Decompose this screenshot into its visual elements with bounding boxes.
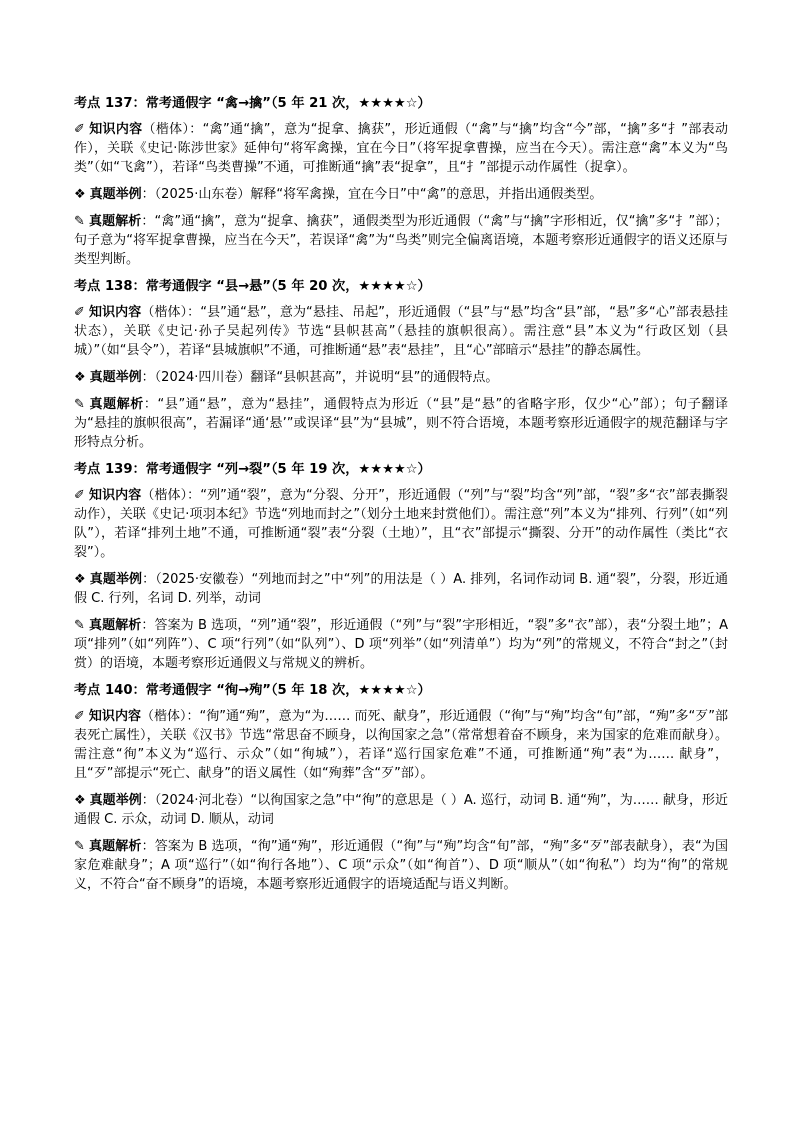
knowledge-paragraph <box>74 303 728 360</box>
analysis-label: 真题解析 <box>88 214 142 229</box>
pencil-icon: ✐ <box>74 488 85 503</box>
example-paragraph <box>74 185 728 204</box>
pencil-icon: ✐ <box>74 709 85 724</box>
example-paragraph <box>74 368 728 387</box>
section-138 <box>74 277 728 452</box>
example-text: ：（2024·河北卷）“以徇国家之急”中“徇”的意思是（ ）A. 巡行，动词 B. 通“殉”，为…… 献身，形近通假 C. 示众，动词 D. 顺从，动词 <box>74 793 728 827</box>
analysis-paragraph <box>74 395 728 452</box>
knowledge-text: （楷体）：“县”通“悬”，意为“悬挂、吊起”，形近通假（“县”与“悬”均含“县”部，“悬”多“心”部表悬挂状态），关联《史记·孙子吴起列传》节选“县帜甚高”（悬挂的旗帜很高）。需注意“县”本义为“行政区划（县城）”（如“县令”），若译“县城旗帜”不通，可推断通“悬”表“悬挂”，且“心”部暗示“悬挂”的静态属性。 <box>74 305 728 358</box>
analysis-text: ：答案为 B 选项，“徇”通“殉”，形近通假（“徇”与“殉”均含“旬”部，“殉”多“歹”部表献身），表“为国家危难献身”；A 项“巡行”（如“徇行各地”）、C 项“示众”（如“徇首”）、D 项“顺从”（如“徇私”）均为“徇”的常规义，不符合“奋不顾身”的语境，本题考察形近通假字的语境适配与语义判断。 <box>74 839 728 892</box>
analysis-text: ：“禽”通“擒”，意为“捉拿、擒获”，通假类型为形近通假（“禽”与“擒”字形相近，仅“擒”多“扌”部）；句子意为“将军捉拿曹操，应当在今天”，若误译“禽”为“鸟类”则完全偏离语境，本题考察形近通假字的语义还原与类型判断。 <box>74 214 728 267</box>
pen-icon: ✎ <box>74 214 85 229</box>
section-heading: 考点 138：常考通假字 “县→悬”（5 年 20 次，★★★★☆） <box>74 279 431 294</box>
knowledge-label: 知识内容 <box>88 488 142 503</box>
diamond-bullet-icon: ❖ <box>74 187 86 202</box>
knowledge-text: （楷体）：“列”通“裂”，意为“分裂、分开”，形近通假（“列”与“裂”均含“列”部，“裂”多“衣”部表撕裂动作），关联《史记·项羽本纪》节选“列地而封之”（划分土地来封赏他们）。需注意“列”本义为“排列、行列”（如“列队”），若译“排列土地”不通，可推断通“裂”表“分裂（土地）”，且“衣”部提示“撕裂、分开”的动作属性（类比“衣裂”）。 <box>74 488 728 560</box>
analysis-text: ：答案为 B 选项，“列”通“裂”，形近通假（“列”与“裂”字形相近，“裂”多“衣”部），表“分裂土地”；A 项“排列”（如“列阵”）、C 项“行列”（如“队列”）、D 项“列举”（如“列清单”）均为“列”的常规义，不符合“封之”（封赏）的语境，本题考察形近通假义与常规义的辨析。 <box>74 618 728 671</box>
example-label: 真题举例 <box>89 793 142 808</box>
pencil-icon: ✐ <box>74 305 85 320</box>
example-text: ：（2024·四川卷）翻译“县帜甚高”，并说明“县”的通假特点。 <box>141 370 499 385</box>
analysis-label: 真题解析 <box>88 839 142 854</box>
section-heading: 考点 140：常考通假字 “徇→殉”（5 年 18 次，★★★★☆） <box>74 683 431 698</box>
example-paragraph <box>74 791 728 829</box>
example-text: ：（2025·安徽卷）“列地而封之”中“列”的用法是（ ）A. 排列，名词作动词 B. 通“裂”，分裂，形近通假 C. 行列，名词 D. 列举，动词 <box>74 572 728 606</box>
section-140 <box>74 681 728 894</box>
pen-icon: ✎ <box>74 839 85 854</box>
example-label: 真题举例 <box>89 370 142 385</box>
knowledge-text: （楷体）：“徇”通“殉”，意为“为…… 而死、献身”，形近通假（“徇”与“殉”均含“旬”部，“殉”多“歹”部表死亡属性），关联《汉书》节选“常思奋不顾身，以徇国家之急”（常常想着奋不顾身，来为国家的危难而献身）。需注意“徇”本义为“巡行、示众”（如“徇城”），若译“巡行国家危难”不通，可推断通“殉”表“为…… 献身”，且“歹”部提示“死亡、献身”的语义属性（如“殉葬”含“歹”部）。 <box>74 709 728 781</box>
knowledge-text: （楷体）：“禽”通“擒”，意为“捉拿、擒获”，形近通假（“禽”与“擒”均含“今”部，“擒”多“扌”部表动作），关联《史记·陈涉世家》延伸句“将军禽操，宜在今日”（将军捉拿曹操，应当在今天）。需注意“禽”本义为“鸟类”（如“飞禽”），若译“鸟类曹操”不通，可推断通“擒”表“捉拿”，且“扌”部提示动作属性（捉拿）。 <box>74 122 728 175</box>
example-label: 真题举例 <box>89 187 142 202</box>
example-paragraph <box>74 570 728 608</box>
diamond-bullet-icon: ❖ <box>74 572 86 587</box>
knowledge-paragraph <box>74 486 728 562</box>
knowledge-label: 知识内容 <box>88 305 142 320</box>
section-139 <box>74 460 728 673</box>
section-heading: 考点 137：常考通假字 “禽→擒”（5 年 21 次，★★★★☆） <box>74 96 431 111</box>
analysis-text: ：“县”通“悬”，意为“悬挂”，通假特点为形近（“县”是“悬”的省略字形，仅少“心”部）；句子翻译为“悬挂的旗帜很高”，若漏译“通‘悬’”或误译“县”为“县城”，则不符合语境，本题考察形近通假字的规范翻译与字形特点分析。 <box>74 397 728 450</box>
diamond-bullet-icon: ❖ <box>74 370 86 385</box>
knowledge-paragraph <box>74 707 728 783</box>
section-137 <box>74 94 728 269</box>
example-label: 真题举例 <box>89 572 143 587</box>
pen-icon: ✎ <box>74 618 85 633</box>
analysis-label: 真题解析 <box>88 618 142 633</box>
diamond-bullet-icon: ❖ <box>74 793 86 808</box>
example-text: ：（2025·山东卷）解释“将军禽操，宜在今日”中“禽”的意思，并指出通假类型。 <box>141 187 603 202</box>
analysis-paragraph <box>74 837 728 894</box>
knowledge-label: 知识内容 <box>88 122 143 137</box>
knowledge-label: 知识内容 <box>88 709 141 724</box>
knowledge-paragraph <box>74 120 728 177</box>
analysis-label: 真题解析 <box>88 397 144 412</box>
analysis-paragraph <box>74 616 728 673</box>
section-heading: 考点 139：常考通假字 “列→裂”（5 年 19 次，★★★★☆） <box>74 462 431 477</box>
analysis-paragraph <box>74 212 728 269</box>
pen-icon: ✎ <box>74 397 85 412</box>
pencil-icon: ✐ <box>74 122 85 137</box>
